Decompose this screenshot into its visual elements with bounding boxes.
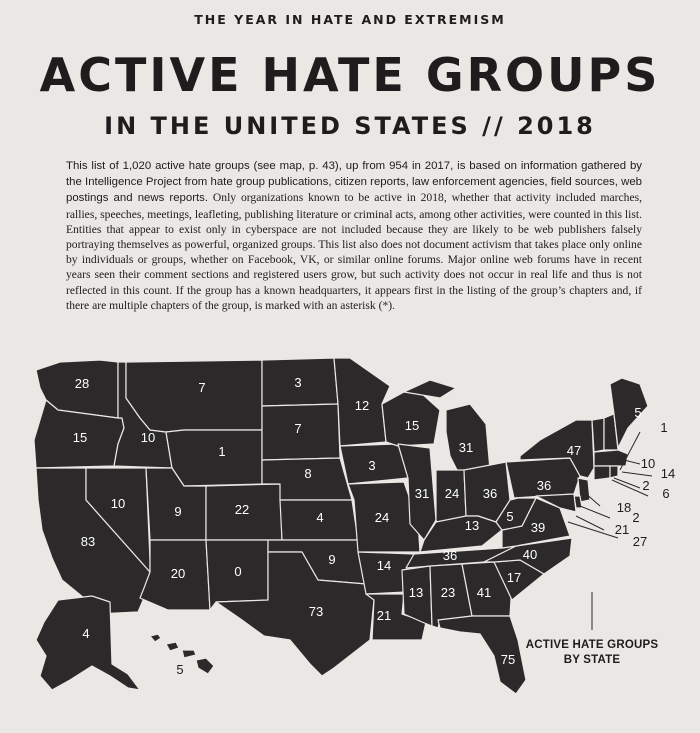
state-count-nj: 18 xyxy=(616,500,632,515)
intro-body: Only organizations known to be active in 2018, whether that activity included marches, rallies, speeches, meetings, leafleting, publishing literature or criminal acts, among other activities, were counted in this list. Entities that appear to exist only in cyberspace are not included because they are likely to be web publishers falsely portraying themselves as powerful, organized groups. This list also does not document activism that takes place only online by individuals or groups, whether on Facebook, VK, or similar online forums. Major online web forums have in recent years seen their comment sections and registered users grow, but such activity does not occur in real life and thus is not reflected in this count. If the group has a known headquarters, it appears first in the listing of the group’s chapters and, if there are multiple chapters of the group, is marked with an asterisk (*). xyxy=(66,191,642,312)
state-count-ri: 1 xyxy=(660,420,668,435)
state-count-ga: 41 xyxy=(476,585,492,600)
state-count-il: 31 xyxy=(414,486,430,501)
state-count-ne: 8 xyxy=(304,466,312,481)
state-count-ia: 3 xyxy=(368,458,376,473)
state-count-nc: 40 xyxy=(522,547,538,562)
state-count-hi: 5 xyxy=(176,662,184,677)
state-count-co: 22 xyxy=(234,502,250,517)
state-ri xyxy=(610,466,618,478)
intro-lead: This list of 1,020 active hate groups (see map, p. 43), up from 954 in 2017, is based on information gathered by the Intelligence Project from hate group publications, citizen reports, law enforcement agencies, field sources, web postings and news reports. xyxy=(66,160,642,205)
state-count-tn: 36 xyxy=(442,548,458,563)
state-count-nv: 10 xyxy=(110,496,126,511)
map-callout xyxy=(522,638,662,668)
section-kicker: THE YEAR IN HATE AND EXTREMISM xyxy=(194,12,506,27)
page-subtitle: IN THE UNITED STATES // 2018 xyxy=(104,112,596,140)
state-count-al: 23 xyxy=(440,585,456,600)
state-count-la: 21 xyxy=(376,608,392,623)
state-count-wy: 1 xyxy=(218,444,226,459)
intro-paragraph xyxy=(66,158,642,313)
state-count-az: 20 xyxy=(170,566,186,581)
state-count-va: 39 xyxy=(530,520,546,535)
state-wy xyxy=(166,430,262,486)
state-count-mi: 31 xyxy=(458,440,474,455)
state-count-mn: 12 xyxy=(354,398,370,413)
state-count-tx: 73 xyxy=(308,604,324,619)
state-count-ky: 13 xyxy=(464,518,480,533)
state-count-nd: 3 xyxy=(294,375,302,390)
state-count-ms: 13 xyxy=(408,585,424,600)
state-count-wa: 28 xyxy=(74,376,90,391)
state-count-ma: 10 xyxy=(640,456,656,471)
state-mt xyxy=(126,360,262,432)
callout-line-2: BY STATE xyxy=(563,654,621,666)
state-count-ut: 9 xyxy=(174,504,182,519)
state-count-in: 24 xyxy=(444,486,460,501)
state-count-me: 5 xyxy=(634,405,642,420)
state-count-nh: 14 xyxy=(660,466,676,481)
page-title: ACTIVE HATE GROUPS xyxy=(39,48,661,102)
state-count-ks: 4 xyxy=(316,510,324,525)
state-count-ak: 4 xyxy=(82,626,90,641)
state-ct xyxy=(594,466,610,480)
state-count-oh: 36 xyxy=(482,486,498,501)
state-count-pa: 36 xyxy=(536,478,552,493)
state-count-sc: 17 xyxy=(506,570,522,585)
state-count-md: 21 xyxy=(614,522,630,537)
state-count-nm: 0 xyxy=(234,564,242,579)
state-count-ny: 47 xyxy=(566,443,582,458)
state-count-mo: 24 xyxy=(374,510,390,525)
state-count-sd: 7 xyxy=(294,421,302,436)
state-count-dc: 27 xyxy=(632,534,648,549)
state-count-wv: 5 xyxy=(506,509,514,524)
state-count-ar: 14 xyxy=(376,558,392,573)
state-count-vt: 6 xyxy=(662,486,670,501)
hate-groups-map xyxy=(0,330,700,733)
state-count-wi: 15 xyxy=(404,418,420,433)
state-count-or: 15 xyxy=(72,430,88,445)
state-count-ca: 83 xyxy=(80,534,96,549)
state-count-ok: 9 xyxy=(328,552,336,567)
callout-line-1: ACTIVE HATE GROUPS xyxy=(525,639,659,651)
state-count-de: 2 xyxy=(632,510,640,525)
state-count-fl: 75 xyxy=(500,652,516,667)
state-count-mt: 7 xyxy=(198,380,206,395)
state-count-id: 10 xyxy=(140,430,156,445)
state-count-ct: 2 xyxy=(642,478,650,493)
state-vt xyxy=(592,418,604,452)
